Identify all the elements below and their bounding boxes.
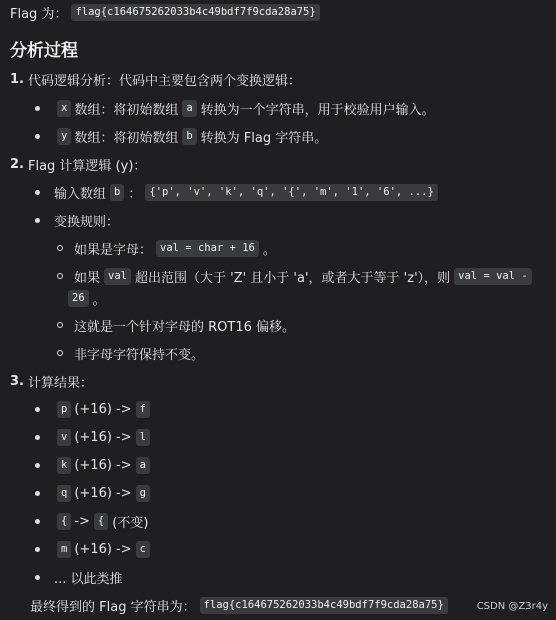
bullet-icon (35, 519, 40, 524)
bullet-icon (35, 463, 40, 468)
result-op: (+16) -> (74, 541, 132, 557)
bullet-icon (35, 190, 40, 195)
rule2-var: val (104, 268, 131, 285)
result-to: l (136, 429, 150, 446)
item-text: 数组：将初始数组 (74, 102, 179, 118)
sub-item (57, 266, 536, 286)
rule2-code-b: 26 (68, 290, 89, 307)
circle-bullet-icon (57, 273, 63, 279)
section-1-title (10, 69, 301, 89)
circle-bullet-icon (57, 322, 63, 328)
section-1-number: 1. (10, 71, 24, 87)
watermark: CSDN @Z3r4y (476, 601, 548, 612)
list-item (35, 98, 435, 118)
bullet-icon (35, 134, 40, 139)
result-op: (+16) -> (74, 485, 132, 501)
bullet-icon (35, 218, 40, 223)
result-to: { (94, 513, 108, 530)
section-3-title (10, 371, 93, 391)
result-row (35, 511, 148, 531)
result-row (35, 399, 154, 419)
section-2-number: 2. (10, 156, 24, 172)
result-row (35, 455, 154, 475)
result-from: m (57, 541, 71, 558)
final-flag-value: flag{c164675262033b4c49bdf7f9cda28a75} (200, 597, 448, 614)
rule2-code-a: val = val - (454, 268, 532, 285)
rule-label: 变换规则： (54, 214, 120, 230)
list-item (35, 567, 123, 587)
rule1-end: 。 (262, 242, 276, 258)
bullet-icon (35, 407, 40, 412)
rule4-text: 非字母字符保持不变。 (74, 347, 205, 363)
code-x: x (57, 100, 71, 117)
flag-line (10, 2, 324, 22)
input-label: 输入数组 (54, 186, 107, 202)
bullet-icon (35, 547, 40, 552)
result-from: k (57, 457, 71, 474)
section-2-text: Flag 计算逻辑 (y)： (27, 158, 147, 174)
bullet-icon (35, 435, 40, 440)
item-text-2: 转换为 Flag 字符串。 (200, 130, 328, 146)
result-from: p (57, 401, 71, 418)
code-b: b (182, 128, 196, 145)
input-values: {'p', 'v', 'k', 'q', '{', 'm', '1', '6', ...} (145, 184, 437, 201)
result-op: -> (74, 513, 90, 529)
section-heading: 分析过程 (10, 40, 78, 61)
rule1-code: val = char + 16 (156, 240, 259, 257)
list-item (35, 210, 119, 230)
code-a: a (182, 100, 196, 117)
result-from: q (57, 485, 71, 502)
section-3-number: 3. (10, 373, 24, 389)
result-row (35, 427, 154, 447)
result-from: v (57, 429, 71, 446)
result-op: (+16) -> (74, 401, 132, 417)
circle-bullet-icon (57, 350, 63, 356)
rule2-end: 。 (92, 292, 106, 308)
rule2-pre: 如果 (74, 270, 101, 286)
code-y: y (57, 128, 71, 145)
result-row (35, 483, 154, 503)
sub-item (57, 238, 276, 258)
sub-item (57, 315, 295, 335)
rule3-text: 这就是一个针对字母的 ROT16 偏移。 (74, 319, 296, 335)
bullet-icon (35, 106, 40, 111)
result-to: f (136, 401, 150, 418)
flag-value: flag{c164675262033b4c49bdf7f9cda28a75} (71, 4, 319, 21)
result-to: c (136, 541, 150, 558)
bullet-icon (35, 575, 40, 580)
result-note: (不变) (112, 515, 149, 531)
section-3-text: 计算结果： (27, 375, 93, 391)
sub-item-continuation (64, 288, 106, 308)
item-text: 数组：将初始数组 (74, 130, 179, 146)
input-sep: ： (128, 186, 142, 202)
result-from: { (57, 513, 71, 530)
list-item (35, 182, 442, 202)
section-2-title (10, 154, 146, 174)
result-row (35, 539, 154, 559)
etc-text: ... 以此类推 (54, 571, 123, 587)
result-op: (+16) -> (74, 457, 132, 473)
rule1-text: 如果是字母： (74, 242, 153, 258)
list-item (35, 126, 327, 146)
final-result (30, 595, 452, 615)
result-to: g (136, 485, 150, 502)
rule2-mid: 超出范围（大于 'Z' 且小于 'a'，或者大于等于 'z'），则 (134, 270, 451, 286)
final-label: 最终得到的 Flag 字符串为： (30, 599, 196, 615)
section-1-text: 代码逻辑分析：代码中主要包含两个变换逻辑： (27, 73, 301, 89)
item-text-2: 转换为一个字符串，用于校验用户输入。 (200, 102, 435, 118)
circle-bullet-icon (57, 245, 63, 251)
bullet-icon (35, 491, 40, 496)
result-op: (+16) -> (74, 429, 132, 445)
code-b: b (110, 184, 124, 201)
result-to: a (136, 457, 150, 474)
flag-label: Flag 为： (10, 6, 68, 22)
sub-item (57, 343, 204, 363)
